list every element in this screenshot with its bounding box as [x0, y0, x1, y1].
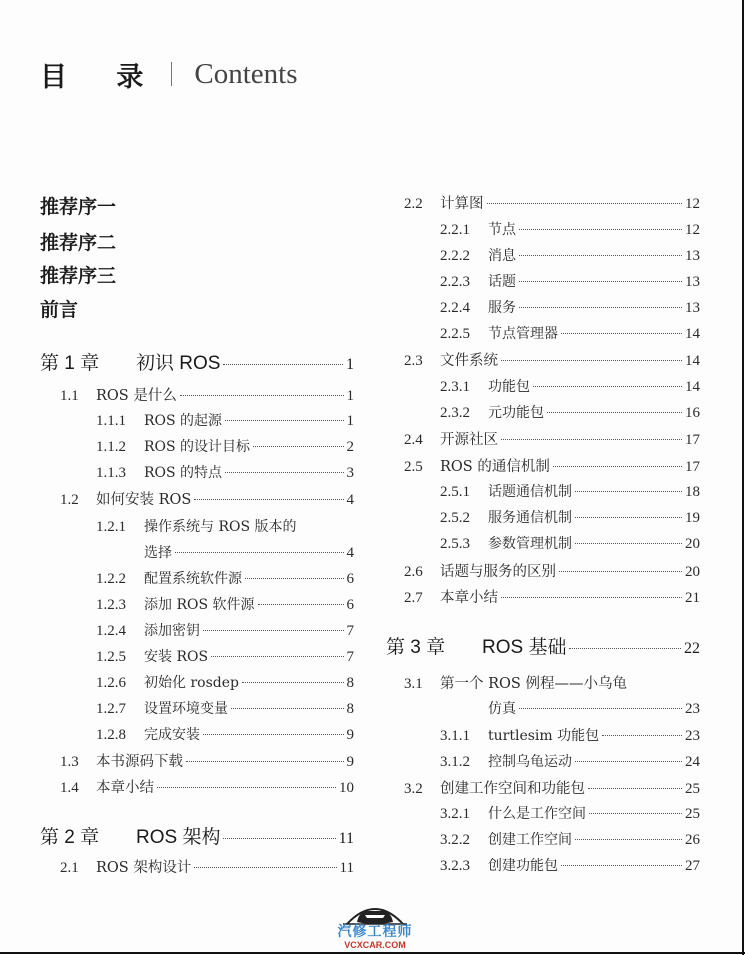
toc-entry-sub[interactable]: [440, 323, 700, 343]
entry-title: 开源社区: [440, 432, 498, 448]
entry-title: 文件系统: [440, 353, 498, 369]
leader-dots: [575, 517, 682, 518]
entry-title: ROS 的特点: [144, 465, 223, 481]
car-icon: [343, 900, 407, 926]
entry-number: 1.1.2: [96, 439, 126, 455]
entry-title: ROS 基础: [482, 637, 567, 658]
leader-dots: [203, 734, 344, 735]
toc-front-item[interactable]: [40, 261, 116, 288]
entry-number: 1.2.8: [96, 727, 126, 743]
page-number: 26: [685, 832, 700, 848]
entry-title: 服务通信机制: [488, 510, 572, 526]
entry-number: 1.2.6: [96, 675, 126, 691]
leader-dots: [575, 761, 682, 762]
toc-entry-sub[interactable]: [96, 646, 354, 666]
entry-title: 服务: [488, 300, 516, 316]
entry-title: 仿真: [488, 701, 516, 717]
leader-dots: [575, 543, 682, 544]
leader-dots: [519, 307, 682, 308]
entry-number: 1.2: [60, 492, 79, 508]
entry-number: 1.2.7: [96, 701, 126, 717]
page-number: 3: [346, 465, 354, 481]
toc-entry-sec[interactable]: [404, 672, 700, 693]
entry-title: 参数管理机制: [488, 536, 572, 552]
page-number: 1: [346, 413, 354, 429]
entry-title: ROS 的通信机制: [440, 459, 550, 475]
front-label: 推荐序三: [40, 266, 117, 287]
page-number: 17: [685, 432, 700, 448]
toc-entry-sec[interactable]: [60, 776, 354, 797]
toc-entry-sub[interactable]: [96, 462, 354, 482]
entry-number: 1.1.1: [96, 413, 126, 429]
leader-dots: [547, 412, 682, 413]
leader-dots: [194, 867, 336, 868]
page-number: 1: [346, 356, 354, 373]
entry-title: 初识 ROS: [136, 353, 221, 374]
leader-dots: [203, 630, 344, 631]
toc-entry-sub[interactable]: [440, 376, 700, 396]
toc-entry-sub[interactable]: [440, 481, 700, 501]
page-number: 8: [346, 701, 354, 717]
front-label: 推荐序二: [40, 233, 117, 254]
toc-entry-sub[interactable]: [440, 245, 700, 265]
entry-title: 安装 ROS: [144, 649, 209, 665]
entry-number: 第 1 章: [40, 353, 100, 374]
leader-dots: [575, 491, 682, 492]
page-number: 6: [346, 571, 354, 587]
title-english: Contents: [194, 57, 298, 90]
page-number: 7: [346, 649, 354, 665]
entry-title: 如何安装 ROS: [96, 492, 192, 508]
page-number: 19: [685, 510, 700, 526]
leader-dots: [157, 787, 336, 788]
leader-dots: [519, 255, 682, 256]
entry-number: 3.2.1: [440, 806, 470, 822]
page-number: 21: [685, 590, 700, 606]
entry-number: 2.6: [404, 564, 423, 580]
toc-entry-sec[interactable]: [404, 349, 700, 370]
page-number: 11: [339, 860, 354, 876]
entry-title: 话题与服务的区别: [440, 564, 556, 580]
toc-front-item[interactable]: [40, 295, 78, 322]
toc-entry-sec[interactable]: [404, 428, 700, 449]
toc-entry-sec[interactable]: [60, 488, 354, 509]
entry-number: 2.7: [404, 590, 423, 606]
entry-title: 控制乌龟运动: [488, 754, 572, 770]
entry-number: 2.2.2: [440, 248, 470, 264]
leader-dots: [533, 386, 682, 387]
page-number: 2: [346, 439, 354, 455]
page-number: 25: [685, 806, 700, 822]
entry-title: 创建功能包: [488, 858, 558, 874]
entry-number: 1.2.1: [96, 519, 126, 535]
entry-title: 消息: [488, 248, 516, 264]
toc-entry-sec[interactable]: [60, 384, 354, 405]
page-number: 6: [346, 597, 354, 613]
entry-title: 创建工作空间: [488, 832, 572, 848]
entry-title: ROS 的设计目标: [144, 439, 251, 455]
leader-dots: [258, 604, 344, 605]
leader-dots: [575, 839, 682, 840]
toc-entry-sub[interactable]: [440, 803, 700, 823]
entry-title: 创建工作空间和功能包: [440, 781, 585, 797]
toc-entry-sub[interactable]: [96, 594, 354, 614]
entry-title: 配置系统软件源: [144, 571, 242, 587]
page-title: [40, 54, 298, 94]
page-number: 27: [685, 858, 700, 874]
leader-dots: [245, 578, 344, 579]
front-label: 推荐序一: [40, 197, 117, 218]
toc-entry-sec[interactable]: [404, 560, 700, 581]
watermark-text-en: VCXCAR.COM: [344, 940, 406, 950]
toc-front-item[interactable]: [40, 228, 116, 255]
toc-entry-sec[interactable]: [404, 777, 700, 798]
leader-dots: [223, 364, 343, 365]
toc-entry-cont[interactable]: [144, 542, 354, 562]
page-number: 14: [685, 379, 700, 395]
entry-title: 节点: [488, 222, 516, 238]
page-border-bottom: [0, 952, 745, 954]
toc-entry-sub[interactable]: [440, 271, 700, 291]
leader-dots: [561, 865, 682, 866]
entry-number: 1.1.3: [96, 465, 126, 481]
page-number: 12: [685, 222, 700, 238]
entry-number: 2.2.1: [440, 222, 470, 238]
toc-entry-sec[interactable]: [404, 192, 700, 213]
page-number: 13: [685, 274, 700, 290]
leader-dots: [501, 360, 682, 361]
toc-entry-sub[interactable]: [440, 855, 700, 875]
page-number: 23: [685, 728, 700, 744]
entry-number: 1.2.5: [96, 649, 126, 665]
toc-entry-sub[interactable]: [440, 402, 700, 422]
entry-title: 元功能包: [488, 405, 544, 421]
toc-front-item[interactable]: [40, 192, 116, 219]
leader-dots: [225, 472, 343, 473]
leader-dots: [242, 682, 344, 683]
toc-entry-sub[interactable]: [440, 219, 700, 239]
entry-title: 功能包: [488, 379, 530, 395]
entry-number: 2.2: [404, 196, 423, 212]
leader-dots: [602, 735, 682, 736]
page-number: 1: [346, 388, 354, 404]
page-number: 20: [685, 536, 700, 552]
entry-number: 2.3: [404, 353, 423, 369]
entry-title: 第一个 ROS 例程——小乌龟: [440, 676, 627, 692]
title-chinese: 目 录: [40, 61, 164, 93]
entry-title: 话题通信机制: [488, 484, 572, 500]
page-number: 7: [346, 623, 354, 639]
leader-dots: [194, 499, 343, 500]
front-label: 前言: [40, 300, 79, 321]
entry-title: 添加 ROS 软件源: [144, 597, 255, 613]
entry-number: 2.2.4: [440, 300, 470, 316]
leader-dots: [225, 420, 343, 421]
entry-title: ROS 架构: [136, 827, 221, 848]
leader-dots: [569, 648, 681, 649]
entry-number: 1.2.3: [96, 597, 126, 613]
entry-number: 3.1: [404, 676, 423, 692]
entry-number: 第 3 章: [386, 637, 446, 658]
entry-title: 设置环境变量: [144, 701, 228, 717]
entry-title: 完成安装: [144, 727, 200, 743]
entry-number: 1.2.2: [96, 571, 126, 587]
toc-entry-sec[interactable]: [60, 750, 354, 771]
leader-dots: [487, 203, 683, 204]
page-number: 12: [685, 196, 700, 212]
entry-title: 什么是工作空间: [488, 806, 586, 822]
entry-number: 3.1.1: [440, 728, 470, 744]
toc-entry-sub[interactable]: [96, 672, 354, 692]
toc-entry-sub[interactable]: [440, 725, 700, 745]
toc-entry-sec[interactable]: [404, 455, 700, 476]
page-number: 9: [346, 727, 354, 743]
toc-entry-sub[interactable]: [440, 507, 700, 527]
toc-entry-sub[interactable]: [440, 751, 700, 771]
entry-number: 2.3.2: [440, 405, 470, 421]
leader-dots: [519, 281, 682, 282]
entry-title: 添加密钥: [144, 623, 200, 639]
leader-dots: [223, 838, 335, 839]
leader-dots: [588, 788, 682, 789]
page-number: 25: [685, 781, 700, 797]
entry-number: 2.5.2: [440, 510, 470, 526]
leader-dots: [589, 813, 682, 814]
toc-entry-sub[interactable]: [440, 533, 700, 553]
entry-title: 操作系统与 ROS 版本的: [144, 519, 297, 535]
leader-dots: [231, 708, 344, 709]
page-number: 11: [338, 830, 354, 847]
entry-title: 选择: [144, 545, 172, 561]
watermark-text-cn: 汽修工程师: [337, 924, 413, 940]
leader-dots: [519, 708, 682, 709]
toc-entry-sub[interactable]: [96, 568, 354, 588]
page-number: 4: [346, 492, 354, 508]
page-number: 18: [685, 484, 700, 500]
page-number: 22: [684, 640, 700, 657]
entry-title: 计算图: [440, 196, 484, 212]
page-number: 17: [685, 459, 700, 475]
entry-number: 1.1: [60, 388, 79, 404]
leader-dots: [253, 446, 343, 447]
leader-dots: [211, 656, 343, 657]
toc-entry-chap[interactable]: [40, 348, 354, 375]
leader-dots: [561, 333, 682, 334]
entry-number: 3.2.3: [440, 858, 470, 874]
entry-title: 本章小结: [96, 780, 154, 796]
toc-entry-chap[interactable]: [40, 822, 354, 849]
leader-dots: [501, 597, 682, 598]
page-border-right: [742, 0, 744, 955]
entry-number: 3.2: [404, 781, 423, 797]
toc-entry-sub[interactable]: [96, 620, 354, 640]
page-number: 13: [685, 300, 700, 316]
entry-title: 话题: [488, 274, 516, 290]
page-number: 16: [685, 405, 700, 421]
entry-title: 节点管理器: [488, 326, 558, 342]
entry-number: 2.2.5: [440, 326, 470, 342]
leader-dots: [175, 552, 344, 553]
leader-dots: [501, 439, 682, 440]
entry-number: 2.2.3: [440, 274, 470, 290]
entry-title: 初始化 rosdep: [144, 675, 239, 691]
toc-entry-sub[interactable]: [96, 516, 354, 536]
toc-entry-sub[interactable]: [96, 410, 354, 430]
entry-number: 第 2 章: [40, 827, 100, 848]
entry-number: 2.1: [60, 860, 79, 876]
toc-entry-cont[interactable]: [488, 698, 700, 718]
entry-title: 本章小结: [440, 590, 498, 606]
toc-entry-sub[interactable]: [440, 297, 700, 317]
entry-number: 3.2.2: [440, 832, 470, 848]
leader-dots: [180, 395, 344, 396]
entry-number: 3.1.2: [440, 754, 470, 770]
entry-title: ROS 是什么: [96, 388, 177, 404]
toc-entry-sec[interactable]: [404, 586, 700, 607]
entry-number: 2.4: [404, 432, 423, 448]
leader-dots: [519, 229, 682, 230]
watermark-logo: [325, 900, 425, 952]
entry-title: ROS 架构设计: [96, 860, 192, 876]
toc-entry-sub[interactable]: [96, 436, 354, 456]
leader-dots: [186, 761, 344, 762]
entry-title: turtlesim 功能包: [488, 728, 600, 744]
entry-number: 2.3.1: [440, 379, 470, 395]
entry-number: 1.4: [60, 780, 79, 796]
page-number: 4: [346, 545, 354, 561]
title-divider: [171, 62, 172, 86]
entry-title: 本书源码下载: [96, 754, 183, 770]
leader-dots: [559, 571, 682, 572]
toc-entry-sub[interactable]: [96, 698, 354, 718]
entry-title: ROS 的起源: [144, 413, 223, 429]
page-number: 23: [685, 701, 700, 717]
leader-dots: [553, 466, 682, 467]
toc-entry-chap[interactable]: [386, 632, 700, 659]
toc-entry-sec[interactable]: [60, 856, 354, 877]
entry-number: 1.2.4: [96, 623, 126, 639]
toc-entry-sub[interactable]: [96, 724, 354, 744]
toc-entry-sub[interactable]: [440, 829, 700, 849]
page-number: 8: [346, 675, 354, 691]
entry-number: 2.5: [404, 459, 423, 475]
page-number: 20: [685, 564, 700, 580]
page-number: 24: [685, 754, 700, 770]
page-number: 10: [339, 780, 354, 796]
page-number: 14: [685, 326, 700, 342]
page-number: 13: [685, 248, 700, 264]
entry-number: 2.5.3: [440, 536, 470, 552]
page-number: 14: [685, 353, 700, 369]
entry-number: 1.3: [60, 754, 79, 770]
entry-number: 2.5.1: [440, 484, 470, 500]
page-number: 9: [346, 754, 354, 770]
